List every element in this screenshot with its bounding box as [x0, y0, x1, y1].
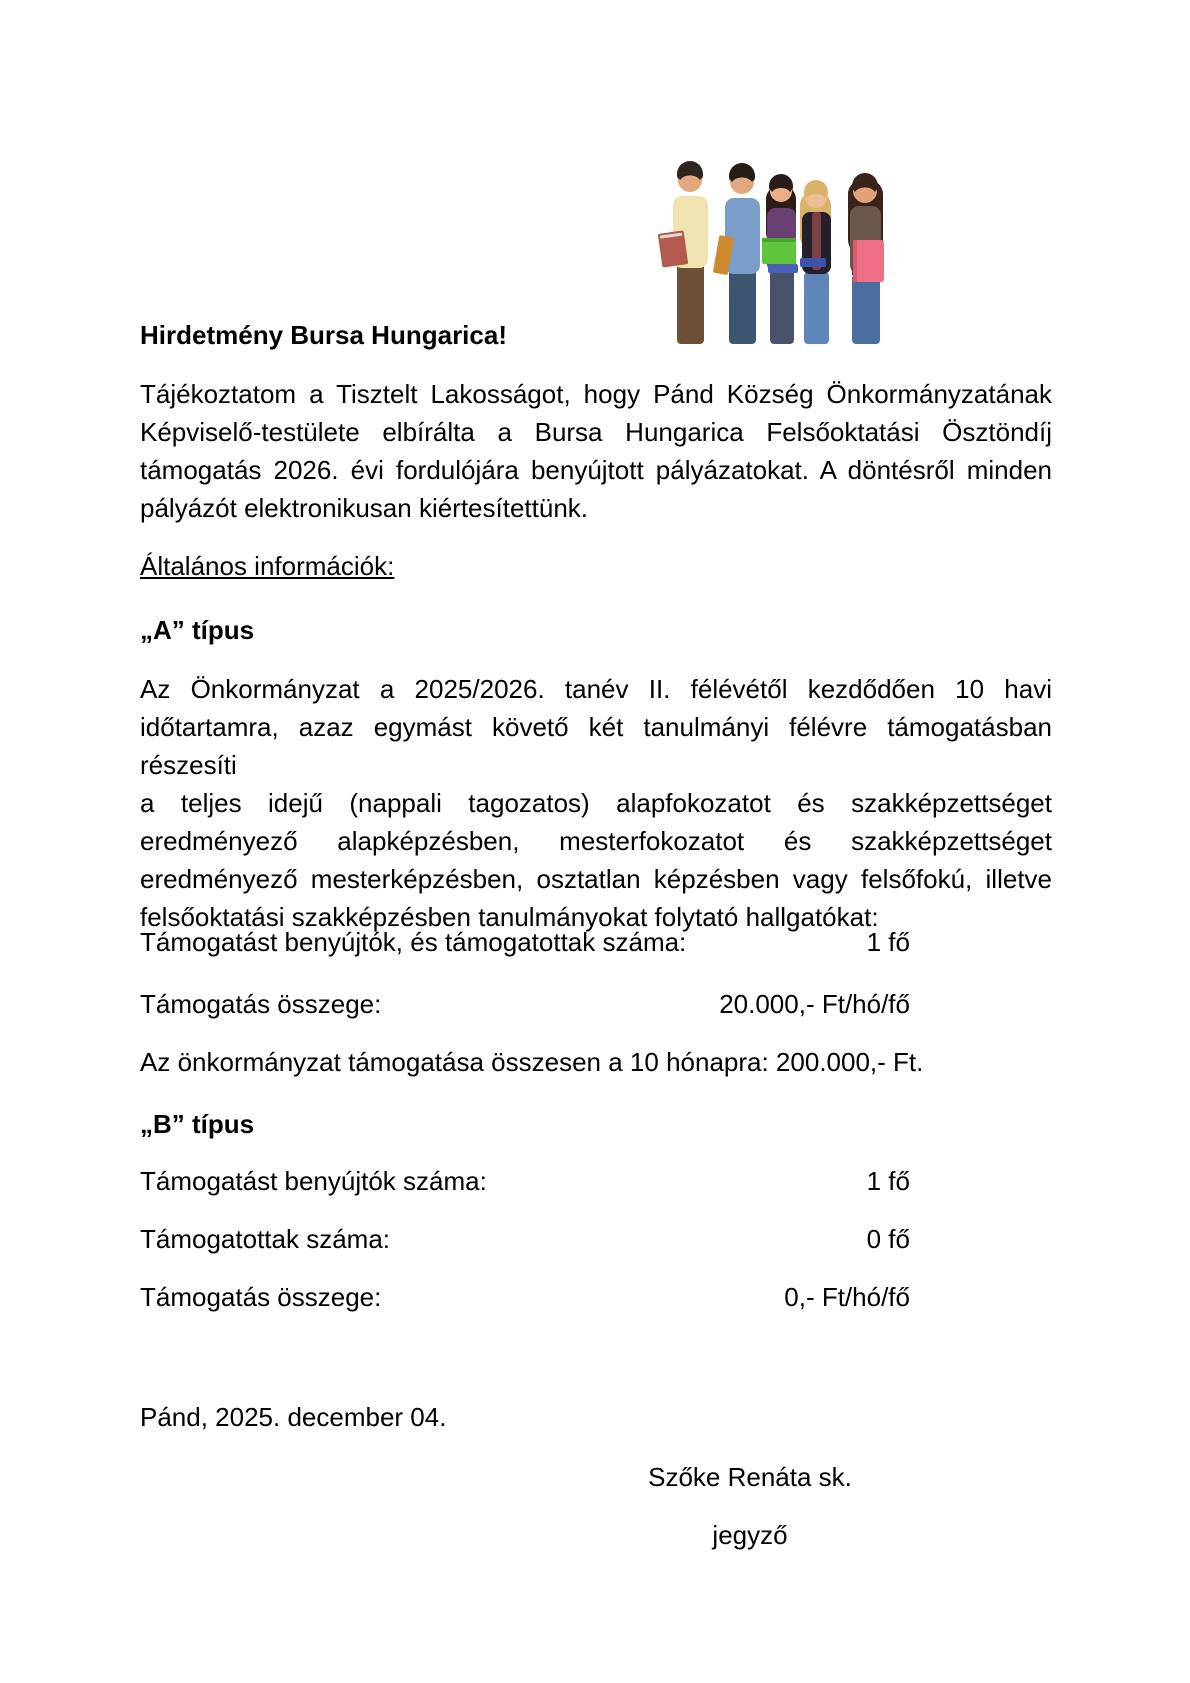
- general-info-heading: [140, 547, 1052, 585]
- row-label: Támogatottak száma:: [140, 1224, 390, 1254]
- general-info-heading-text: Általános információk:: [140, 551, 395, 581]
- paragraph-line: időtartamra, azaz egymást követő két tanulmányi félévre támogatásban részesíti: [140, 712, 1052, 780]
- paragraph-line: eredményező alapképzésben, mesterfokozatot és szakképzettséget: [140, 826, 1052, 856]
- row-value: 1 fő: [866, 927, 910, 957]
- paragraph-line: felsőoktatási szakképzésben tanulmányokat folytató hallgatókat:: [140, 902, 879, 932]
- row-label: Támogatás összege:: [140, 989, 382, 1019]
- type-b-row-applicants: [140, 1162, 1052, 1200]
- paragraph-line: pályázót elektronikusan kiértesítettünk.: [140, 493, 589, 523]
- paragraph-line: Az Önkormányzat a 2025/2026. tanév II. félévétől kezdődően 10 havi: [140, 674, 1052, 704]
- type-a-total-line: Az önkormányzat támogatása összesen a 10 hónapra: 200.000,- Ft.: [140, 1047, 924, 1077]
- type-b-heading: „B” típus: [140, 1109, 255, 1139]
- intro-paragraph: [140, 375, 1052, 527]
- type-a-row-applicants: [140, 923, 1052, 961]
- row-value: 20.000,- Ft/hó/fő: [719, 989, 910, 1019]
- type-a-paragraph: [140, 670, 1052, 936]
- row-label: Támogatás összege:: [140, 1282, 382, 1312]
- paragraph-line: eredményező mesterképzésben, osztatlan képzésben vagy felsőfokú, illetve: [140, 864, 1052, 894]
- row-value: 0,- Ft/hó/fő: [784, 1282, 910, 1312]
- type-a-heading: „A” típus: [140, 615, 255, 645]
- paragraph-line: támogatás 2026. évi fordulójára benyújtott pályázatokat. A döntésről minden: [140, 455, 1052, 485]
- row-value: 0 fő: [866, 1224, 910, 1254]
- signature-title: jegyző: [712, 1520, 788, 1550]
- row-label: Támogatást benyújtók száma:: [140, 1166, 487, 1196]
- paragraph-line: a teljes idejű (nappali tagozatos) alapfokozatot és szakképzettséget: [140, 788, 1052, 818]
- paragraph-line: Képviselő-testülete elbírálta a Bursa Hungarica Felsőoktatási Ösztöndíj: [140, 417, 1052, 447]
- signature-name: Szőke Renáta sk.: [648, 1462, 852, 1492]
- row-label: Támogatást benyújtók, és támogatottak száma:: [140, 927, 687, 957]
- students-photo-graphic: [650, 146, 912, 344]
- row-value: 1 fő: [866, 1166, 910, 1196]
- paragraph-line: Tájékoztatom a Tisztelt Lakosságot, hogy Pánd Község Önkormányzatának: [140, 379, 1052, 409]
- type-b-row-supported: [140, 1220, 1052, 1258]
- date-line: Pánd, 2025. december 04.: [140, 1402, 447, 1432]
- document-title: Hirdetmény Bursa Hungarica!: [140, 320, 507, 350]
- type-b-row-amount: [140, 1278, 1052, 1316]
- students-photo: [650, 146, 912, 344]
- type-a-row-amount: [140, 985, 1052, 1023]
